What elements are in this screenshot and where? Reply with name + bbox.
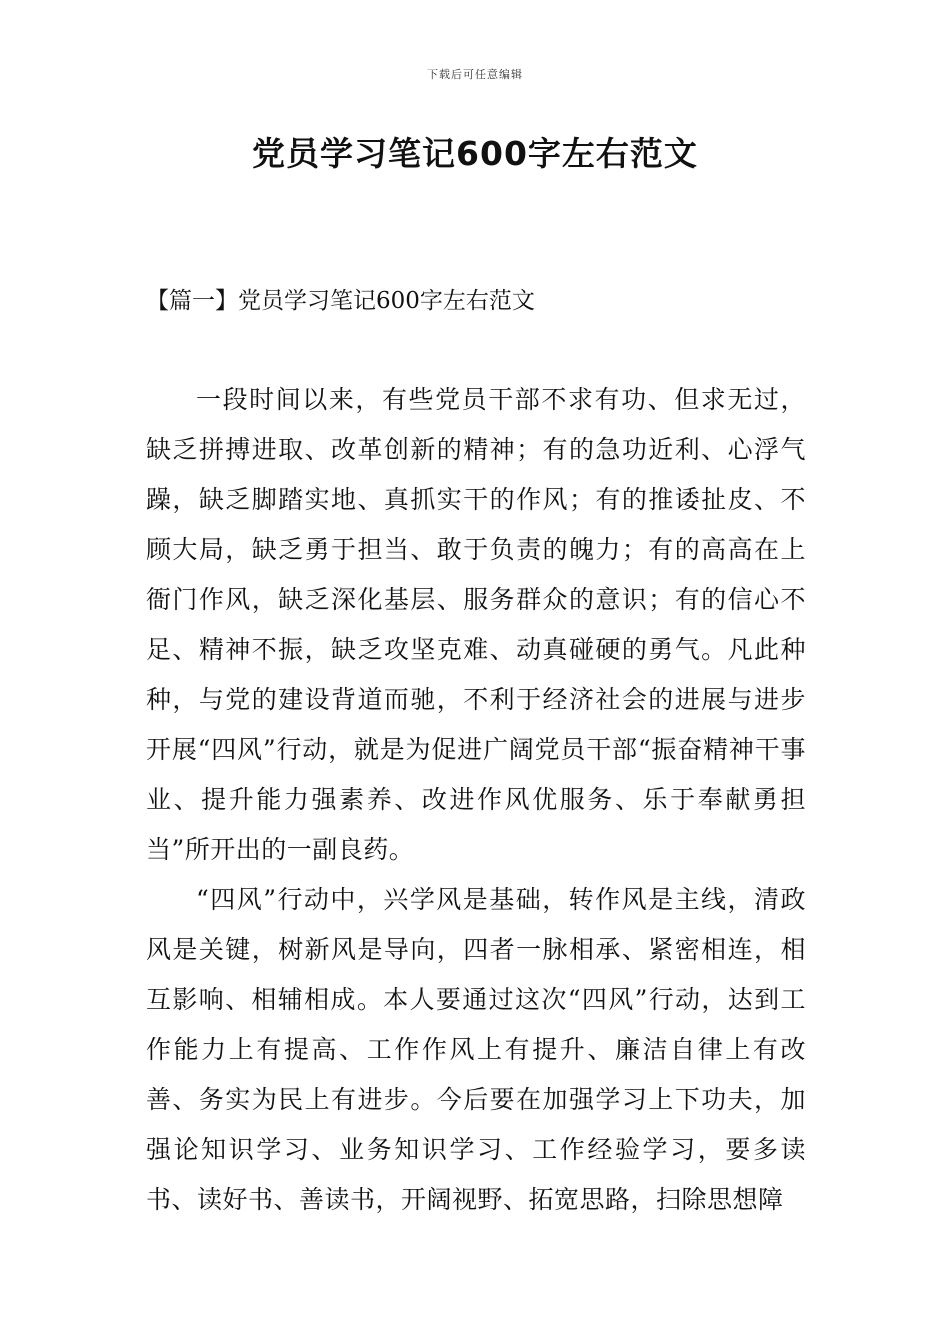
- header-note: 下载后可任意编辑: [427, 68, 523, 81]
- paragraph: “四风”行动中，兴学风是基础，转作风是主线，清政风是关键，树新风是导向，四者一脉相承、紧密相连，相互影响、相辅相成。本人要通过这次“四风”行动，达到工作能力上有提高、工作作风上有提升、廉洁自律上有改善、务实为民上有进步。今后要在加强学习上下功夫，加强论知识学习、业务知识学习、工作经验学习，要多读书、读好书、善读书，开阔视野、拓宽思路，扫除思想障: [146, 885, 806, 1214]
- document-body: [146, 375, 806, 1225]
- section-heading: 【篇一】党员学习笔记600字左右范文: [146, 288, 535, 314]
- paragraph: 一段时间以来，有些党员干部不求有功、但求无过，缺乏拼搏进取、改革创新的精神；有的急功近利、心浮气躁，缺乏脚踏实地、真抓实干的作风；有的推诿扯皮、不顾大局，缺乏勇于担当、敢于负责的魄力；有的高高在上衙门作风，缺乏深化基层、服务群众的意识；有的信心不足、精神不振，缺乏攻坚克难、动真碰硬的勇气。凡此种种，与党的建设背道而驰，不利于经济社会的进展与进步开展“四风”行动，就是为促进广阔党员干部“振奋精神干事业、提升能力强素养、改进作风优服务、乐于奉献勇担当”所开出的一副良药。: [146, 385, 806, 864]
- document-title: 党员学习笔记600字左右范文: [252, 134, 698, 173]
